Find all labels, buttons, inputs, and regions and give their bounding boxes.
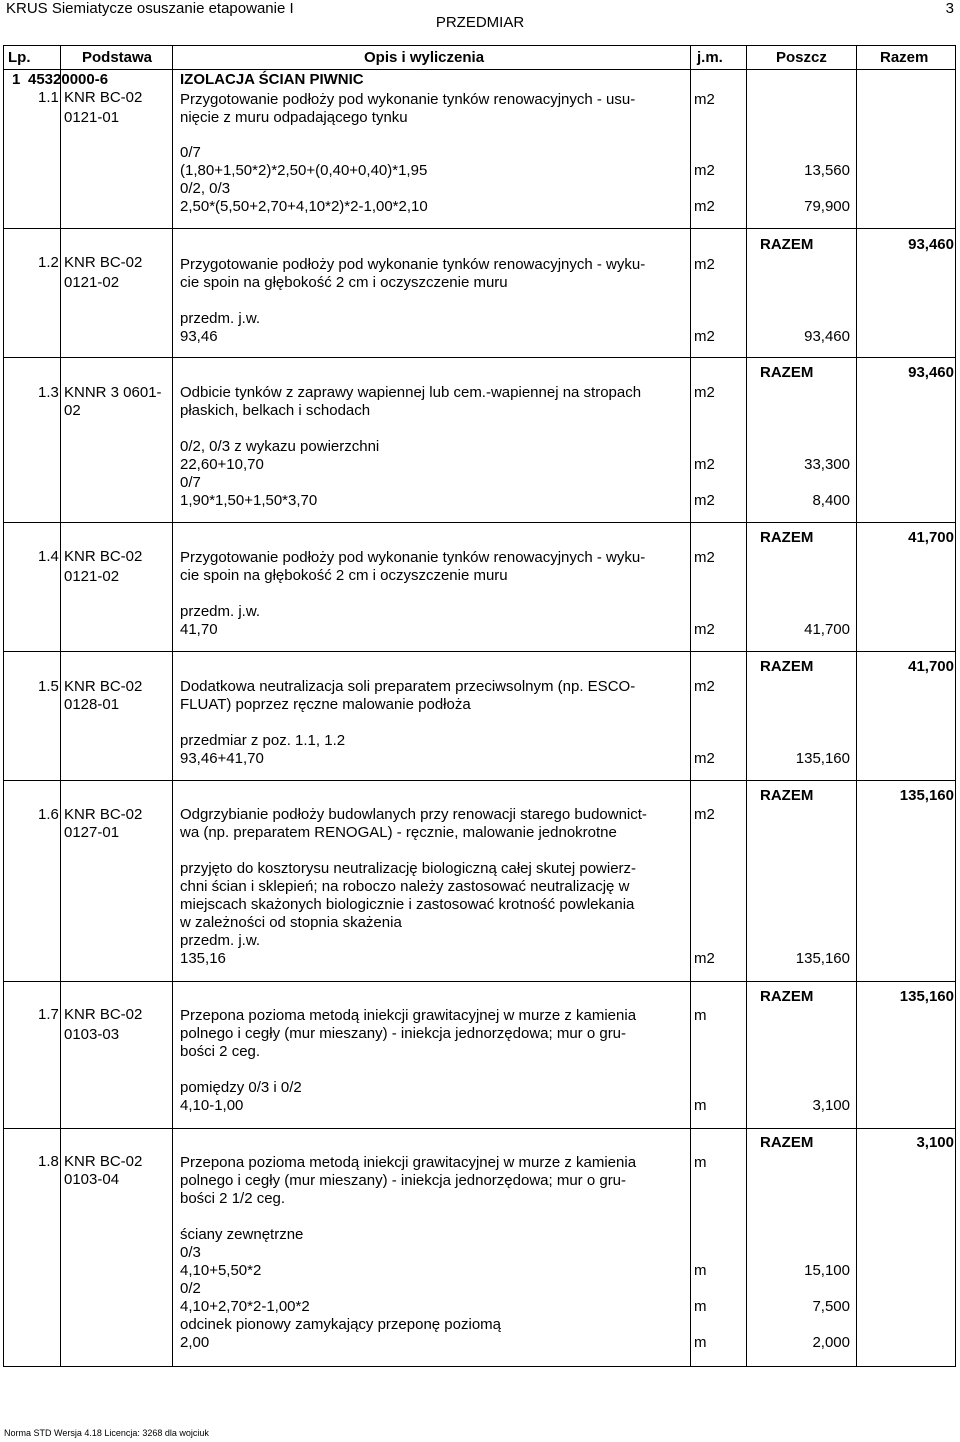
license-footer: Norma STD Wersja 4.18 Licencja: 3268 dla wojciuk bbox=[4, 1428, 209, 1438]
item-lp: 1.5 bbox=[38, 678, 59, 695]
razem-value: 93,460 bbox=[908, 364, 954, 381]
column-divider bbox=[690, 45, 691, 1367]
item-unit: m2 bbox=[694, 91, 715, 108]
item-description: cie spoin na głębokość 2 cm i oczyszczenie muru bbox=[180, 567, 508, 584]
razem-value: 41,700 bbox=[908, 658, 954, 675]
calc-unit: m bbox=[694, 1262, 707, 1279]
calc-unit: m bbox=[694, 1097, 707, 1114]
calc-line: przedm. j.w. bbox=[180, 932, 261, 949]
calc-value: 7,500 bbox=[812, 1298, 850, 1315]
document-type: PRZEDMIAR bbox=[435, 14, 525, 31]
item-description: nięcie z muru odpadającego tynku bbox=[180, 109, 408, 126]
calc-line: 2,00 bbox=[180, 1334, 210, 1351]
item-basis: KNR BC-02 bbox=[64, 548, 143, 565]
calc-line: 4,10+5,50*2 bbox=[180, 1262, 262, 1279]
calc-line: 2,50*(5,50+2,70+4,10*2)*2-1,00*2,10 bbox=[180, 198, 428, 215]
column-header-jm: j.m. bbox=[697, 49, 723, 66]
row-divider bbox=[3, 780, 956, 781]
item-basis: KNNR 3 0601- bbox=[64, 384, 162, 401]
calc-value: 93,460 bbox=[804, 328, 850, 345]
section-lp: 1 bbox=[12, 71, 21, 88]
calc-line: 93,46+41,70 bbox=[180, 750, 264, 767]
calc-value: 15,100 bbox=[804, 1262, 850, 1279]
calc-line: 22,60+10,70 bbox=[180, 456, 264, 473]
calc-value: 135,160 bbox=[795, 750, 850, 767]
calc-line: pomiędzy 0/3 i 0/2 bbox=[180, 1079, 302, 1096]
calc-value: 8,400 bbox=[812, 492, 850, 509]
calc-value: 33,300 bbox=[804, 456, 850, 473]
item-basis: KNR BC-02 bbox=[64, 678, 143, 695]
calc-line: chni ścian i sklepień; na roboczo należy zastosować neutralizację w bbox=[180, 878, 630, 895]
calc-line: odcinek pionowy zamykający przeponę poziomą bbox=[180, 1316, 502, 1333]
calc-line: miejscach skażonych biologicznie i zastosować krotność powlekania bbox=[180, 896, 635, 913]
calc-line: 4,10-1,00 bbox=[180, 1097, 244, 1114]
razem-label: RAZEM bbox=[760, 364, 814, 381]
item-description: płaskich, belkach i schodach bbox=[180, 402, 371, 419]
razem-label: RAZEM bbox=[760, 787, 814, 804]
calc-line: 0/3 bbox=[180, 1244, 201, 1261]
item-description: cie spoin na głębokość 2 cm i oczyszczenie muru bbox=[180, 274, 508, 291]
item-basis: 0121-01 bbox=[64, 109, 120, 126]
item-description: polnego i cegły (mur mieszany) - iniekcja jednorzędowa; mur o gru- bbox=[180, 1172, 627, 1189]
item-lp: 1.1 bbox=[38, 89, 59, 106]
calc-line: ściany zewnętrzne bbox=[180, 1226, 304, 1243]
item-lp: 1.7 bbox=[38, 1006, 59, 1023]
item-lp: 1.2 bbox=[38, 254, 59, 271]
razem-value: 93,460 bbox=[908, 236, 954, 253]
calc-line: 0/2, 0/3 bbox=[180, 180, 231, 197]
column-header-razem: Razem bbox=[880, 49, 929, 66]
item-basis: KNR BC-02 bbox=[64, 254, 143, 271]
row-divider bbox=[3, 357, 956, 358]
section-title: IZOLACJA ŚCIAN PIWNIC bbox=[180, 71, 364, 88]
item-description: polnego i cegły (mur mieszany) - iniekcja jednorzędowa; mur o gru- bbox=[180, 1025, 627, 1042]
row-divider bbox=[3, 651, 956, 652]
razem-value: 135,160 bbox=[899, 787, 954, 804]
calc-unit: m2 bbox=[694, 198, 715, 215]
item-description: bości 2 1/2 ceg. bbox=[180, 1190, 286, 1207]
calc-line: 0/7 bbox=[180, 144, 201, 161]
calc-line: (1,80+1,50*2)*2,50+(0,40+0,40)*1,95 bbox=[180, 162, 428, 179]
calc-unit: m2 bbox=[694, 162, 715, 179]
calc-value: 2,000 bbox=[812, 1334, 850, 1351]
calc-unit: m2 bbox=[694, 328, 715, 345]
calc-line: 0/2, 0/3 z wykazu powierzchni bbox=[180, 438, 380, 455]
calc-line: przyjęto do kosztorysu neutralizację biologiczną całej skutej powierz- bbox=[180, 860, 637, 877]
section-code: 45320000-6 bbox=[28, 71, 109, 88]
calc-unit: m2 bbox=[694, 750, 715, 767]
row-divider bbox=[3, 981, 956, 982]
razem-value: 3,100 bbox=[916, 1134, 954, 1151]
item-unit: m bbox=[694, 1154, 707, 1171]
item-description: Przygotowanie podłoży pod wykonanie tynków renowacyjnych - wyku- bbox=[180, 549, 646, 566]
razem-label: RAZEM bbox=[760, 529, 814, 546]
item-basis: KNR BC-02 bbox=[64, 806, 143, 823]
item-description: Przepona pozioma metodą iniekcji grawitacyjnej w murze z kamienia bbox=[180, 1007, 637, 1024]
item-lp: 1.6 bbox=[38, 806, 59, 823]
row-divider bbox=[3, 228, 956, 229]
item-description: Przepona pozioma metodą iniekcji grawitacyjnej w murze z kamienia bbox=[180, 1154, 637, 1171]
calc-line: 0/7 bbox=[180, 474, 201, 491]
item-unit: m2 bbox=[694, 549, 715, 566]
item-unit: m2 bbox=[694, 806, 715, 823]
calc-line: 135,16 bbox=[180, 950, 226, 967]
item-description: bości 2 ceg. bbox=[180, 1043, 261, 1060]
item-unit: m bbox=[694, 1007, 707, 1024]
calc-unit: m2 bbox=[694, 456, 715, 473]
razem-label: RAZEM bbox=[760, 658, 814, 675]
column-divider bbox=[746, 45, 747, 1367]
item-description: Odbicie tynków z zaprawy wapiennej lub cem.-wapiennej na stropach bbox=[180, 384, 642, 401]
calc-line: przedmiar z poz. 1.1, 1.2 bbox=[180, 732, 346, 749]
calc-unit: m2 bbox=[694, 950, 715, 967]
item-unit: m2 bbox=[694, 384, 715, 401]
calc-line: 93,46 bbox=[180, 328, 218, 345]
column-header-lp: Lp. bbox=[8, 49, 31, 66]
row-divider bbox=[3, 1128, 956, 1129]
calc-unit: m bbox=[694, 1334, 707, 1351]
item-basis: 0128-01 bbox=[64, 696, 120, 713]
item-basis: 0121-02 bbox=[64, 274, 120, 291]
item-description: FLUAT) poprzez ręczne malowanie podłoża bbox=[180, 696, 471, 713]
header-divider bbox=[3, 69, 956, 70]
calc-value: 3,100 bbox=[812, 1097, 850, 1114]
item-basis: 0121-02 bbox=[64, 568, 120, 585]
item-lp: 1.3 bbox=[38, 384, 59, 401]
calc-unit: m2 bbox=[694, 492, 715, 509]
item-basis: 02 bbox=[64, 402, 81, 419]
item-description: Przygotowanie podłoży pod wykonanie tynków renowacyjnych - wyku- bbox=[180, 256, 646, 273]
item-unit: m2 bbox=[694, 256, 715, 273]
calc-line: 0/2 bbox=[180, 1280, 201, 1297]
calc-line: przedm. j.w. bbox=[180, 603, 261, 620]
item-lp: 1.4 bbox=[38, 548, 59, 565]
razem-value: 135,160 bbox=[899, 988, 954, 1005]
calc-value: 135,160 bbox=[795, 950, 850, 967]
razem-label: RAZEM bbox=[760, 236, 814, 253]
calc-value: 13,560 bbox=[804, 162, 850, 179]
page-number: 3 bbox=[945, 0, 954, 17]
document-title: KRUS Siemiatycze osuszanie etapowanie I bbox=[6, 0, 294, 17]
item-basis: KNR BC-02 bbox=[64, 89, 143, 106]
calc-line: 1,90*1,50+1,50*3,70 bbox=[180, 492, 318, 509]
column-header-poszcz: Poszcz bbox=[776, 49, 827, 66]
item-basis: 0127-01 bbox=[64, 824, 120, 841]
column-divider bbox=[60, 45, 61, 1367]
column-header-podstawa: Podstawa bbox=[82, 49, 153, 66]
item-basis: 0103-03 bbox=[64, 1026, 120, 1043]
column-divider bbox=[856, 45, 857, 1367]
item-description: Dodatkowa neutralizacja soli preparatem przeciwsolnym (np. ESCO- bbox=[180, 678, 636, 695]
calc-unit: m bbox=[694, 1298, 707, 1315]
column-divider bbox=[172, 45, 173, 1367]
row-divider bbox=[3, 522, 956, 523]
calc-line: 4,10+2,70*2-1,00*2 bbox=[180, 1298, 310, 1315]
razem-label: RAZEM bbox=[760, 1134, 814, 1151]
item-unit: m2 bbox=[694, 678, 715, 695]
calc-line: 41,70 bbox=[180, 621, 218, 638]
calc-unit: m2 bbox=[694, 621, 715, 638]
item-description: Odgrzybianie podłoży budowlanych przy renowacji starego budownict- bbox=[180, 806, 647, 823]
item-basis: KNR BC-02 bbox=[64, 1153, 143, 1170]
item-basis: 0103-04 bbox=[64, 1171, 120, 1188]
item-description: Przygotowanie podłoży pod wykonanie tynków renowacyjnych - usu- bbox=[180, 91, 636, 108]
razem-label: RAZEM bbox=[760, 988, 814, 1005]
calc-value: 79,900 bbox=[804, 198, 850, 215]
calc-line: przedm. j.w. bbox=[180, 310, 261, 327]
item-basis: KNR BC-02 bbox=[64, 1006, 143, 1023]
item-lp: 1.8 bbox=[38, 1153, 59, 1170]
calc-line: w zależności od stopnia skażenia bbox=[180, 914, 402, 931]
calc-value: 41,700 bbox=[804, 621, 850, 638]
column-header-opis: Opis i wyliczenia bbox=[364, 49, 485, 66]
item-description: wa (np. preparatem RENOGAL) - ręcznie, malowanie jednokrotne bbox=[180, 824, 617, 841]
razem-value: 41,700 bbox=[908, 529, 954, 546]
